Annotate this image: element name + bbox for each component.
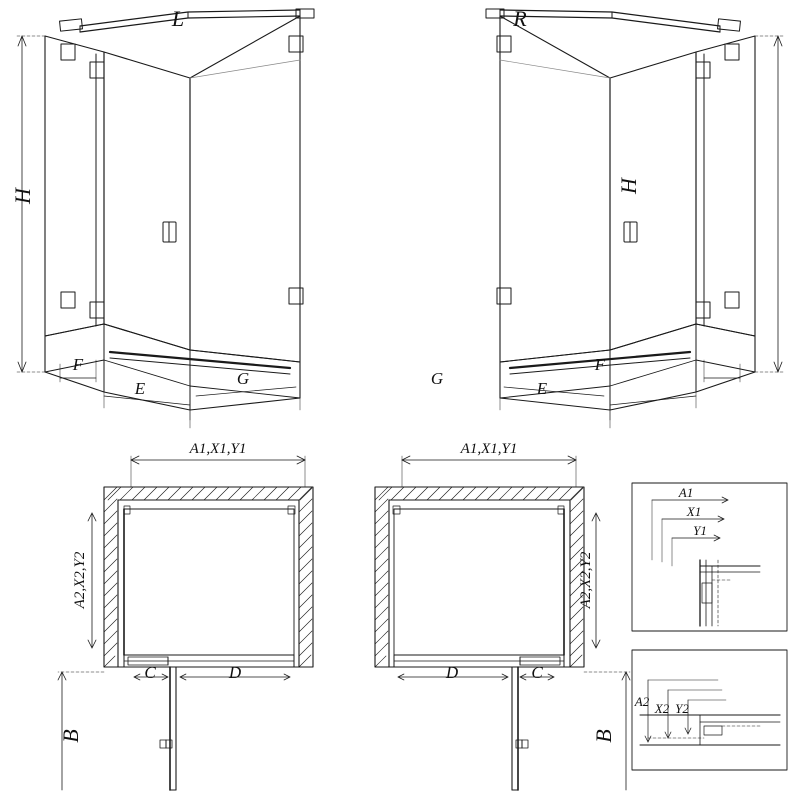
label-X2-detail: X2 (654, 701, 670, 716)
label-C-right: C (531, 663, 543, 682)
label-G-left: G (236, 369, 250, 388)
label-Y2-detail: Y2 (675, 701, 689, 716)
plan-view-left (58, 456, 313, 790)
label-height-right: H (616, 178, 641, 194)
label-F-left: F (72, 355, 84, 374)
label-G-right: G (430, 369, 444, 388)
label-C-left: C (144, 663, 156, 682)
label-E-left: E (134, 379, 146, 398)
label-D-left: D (228, 663, 242, 682)
label-A1-detail: A1 (678, 485, 694, 500)
label-A1X1Y1-right: A1,X1,Y1 (460, 441, 518, 457)
perspective-view-right (486, 9, 784, 428)
label-height-left: H (10, 188, 35, 204)
label-E-right: E (536, 379, 548, 398)
label-A2-detail: A2 (634, 694, 650, 709)
label-A1X1Y1-left: A1,X1,Y1 (189, 441, 247, 457)
label-F-right: F (594, 355, 606, 374)
label-X1-detail: X1 (686, 504, 702, 519)
label-A2X2Y2-left: A2,X2,Y2 (72, 551, 88, 609)
label-handing-left: L (171, 6, 185, 31)
label-D-right: D (445, 663, 459, 682)
label-A2X2Y2-right: A2,X2,Y2 (578, 551, 594, 609)
label-B-left: B (58, 729, 83, 743)
label-B-right: B (591, 729, 616, 743)
detail-view-top (632, 483, 787, 631)
label-handing-right: R (513, 6, 527, 31)
perspective-view-left (16, 9, 314, 428)
label-Y1-detail: Y1 (693, 523, 707, 538)
